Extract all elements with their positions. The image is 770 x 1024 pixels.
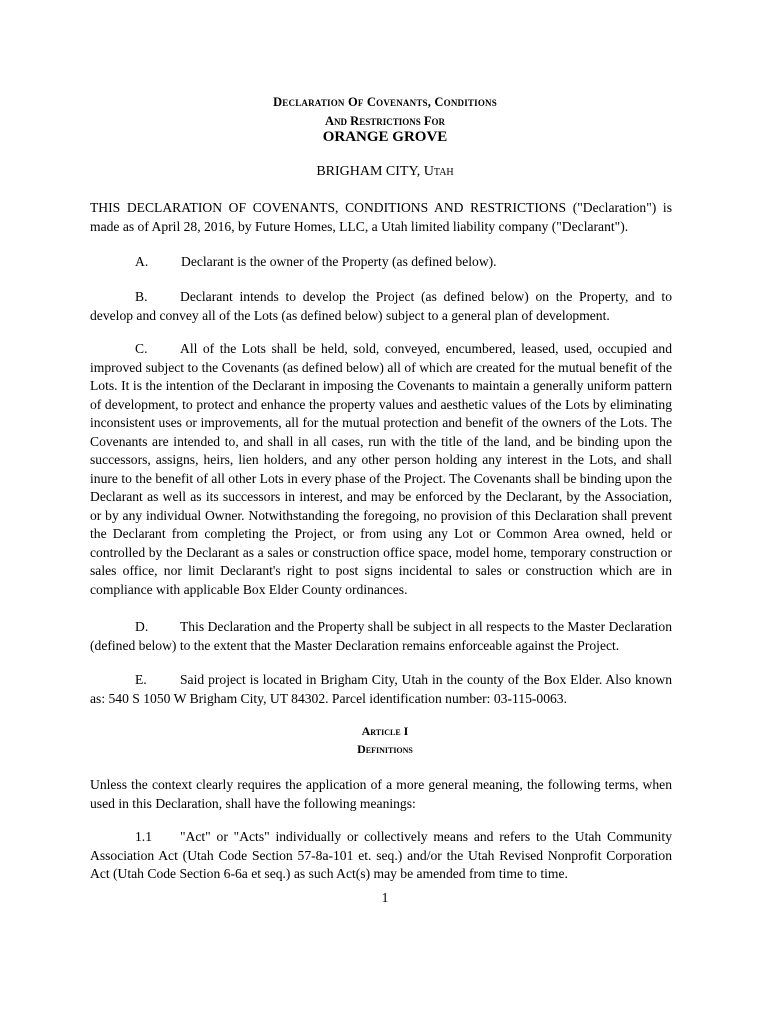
recital-b-label: B. bbox=[135, 289, 148, 304]
city-name: BRIGHAM CITY, bbox=[316, 164, 424, 179]
declaration-title-line-2: And Restrictions For bbox=[325, 114, 445, 128]
project-name-title: ORANGE GROVE bbox=[322, 129, 448, 145]
recital-a-label: A. bbox=[135, 254, 149, 269]
definition-1-1-label: 1.1 bbox=[135, 829, 152, 844]
recital-d bbox=[90, 618, 672, 655]
recital-a-text: Declarant is the owner of the Property (as defined below). bbox=[181, 254, 497, 269]
recital-e-text: Said project is located in Brigham City, Utah in the county of the Box Elder. Also known as: 540 S 1050 W Brigham City, UT 84302. Parcel identification number: 03-115-0063. bbox=[90, 672, 672, 706]
definitions-intro: Unless the context clearly requires the application of a more general meaning, the following terms, when used in this Declaration, shall have the following meanings: bbox=[90, 777, 672, 811]
recital-c bbox=[90, 340, 672, 599]
recital-c-label: C. bbox=[135, 341, 148, 356]
recital-a bbox=[135, 253, 497, 272]
declaration-title-line-1: Declaration Of Covenants, Conditions bbox=[273, 95, 497, 109]
recital-d-text: This Declaration and the Property shall be subject in all respects to the Master Declaration (defined below) to the extent that the Master Declaration remains enforceable against the Project. bbox=[90, 619, 672, 653]
intro-paragraph: THIS DECLARATION OF COVENANTS, CONDITIONS AND RESTRICTIONS ("Declaration") is made as of April 28, 2016, by Future Homes, LLC, a Utah limited liability company ("Declarant"). bbox=[90, 200, 672, 234]
page-number: 1 bbox=[381, 890, 389, 905]
recital-d-label: D. bbox=[135, 619, 149, 634]
state-name: Utah bbox=[423, 164, 454, 179]
recital-b-text: Declarant intends to develop the Project (as defined below) on the Property, and to develop and convey all of the Lots (as defined below) subject to a general plan of development. bbox=[90, 289, 672, 323]
article-title: Definitions bbox=[357, 742, 413, 756]
recital-e-label: E. bbox=[135, 672, 147, 687]
recital-e bbox=[90, 671, 672, 708]
definition-1-1 bbox=[90, 828, 672, 884]
city-heading bbox=[0, 164, 770, 180]
article-number: Article I bbox=[361, 724, 409, 738]
definition-1-1-text: "Act" or "Acts" individually or collectively means and refers to the Utah Community Association Act (Utah Code Section 57-8a-101 et. seq.) and/or the Utah Revised Nonprofit Corporation Act (Utah Code Section 6-6a et seq.) as such Act(s) may be amended from time to time. bbox=[90, 829, 672, 881]
recital-c-text: All of the Lots shall be held, sold, conveyed, encumbered, leased, used, occupied and improved subject to the Covenants (as defined below) all of which are created for the mutual benefit of the Lots. It is the intention of the Declarant in imposing the Covenants to maintain a generally uniform pattern of development, to protect and enhance the property values and aesthetic values of the Lots by eliminating inconsistent uses or improvements, all for the mutual protection and benefit of the owners of the Lots. The Covenants are intended to, and shall in all cases, run with the title of the land, and be binding upon the successors, assigns, heirs, lien holders, and any other person holding any interest in the Lots, and shall inure to the benefit of all other Lots in every phase of the Project. The Covenants shall be binding upon the Declarant as well as its successors in interest, and may be enforced by the Declarant, by the Association, or by any individual Owner. Notwithstanding the foregoing, no provision of this Declaration shall prevent the Declarant from completing the Project, or from using any Lot or Common Area owned, held or controlled by the Declarant as a sales or construction office space, model home, temporary construction or sales office, nor limit Declarant's right to post signs incidental to sales or construction which are in compliance with applicable Box Elder County ordinances. bbox=[90, 341, 672, 597]
recital-b bbox=[90, 288, 672, 325]
